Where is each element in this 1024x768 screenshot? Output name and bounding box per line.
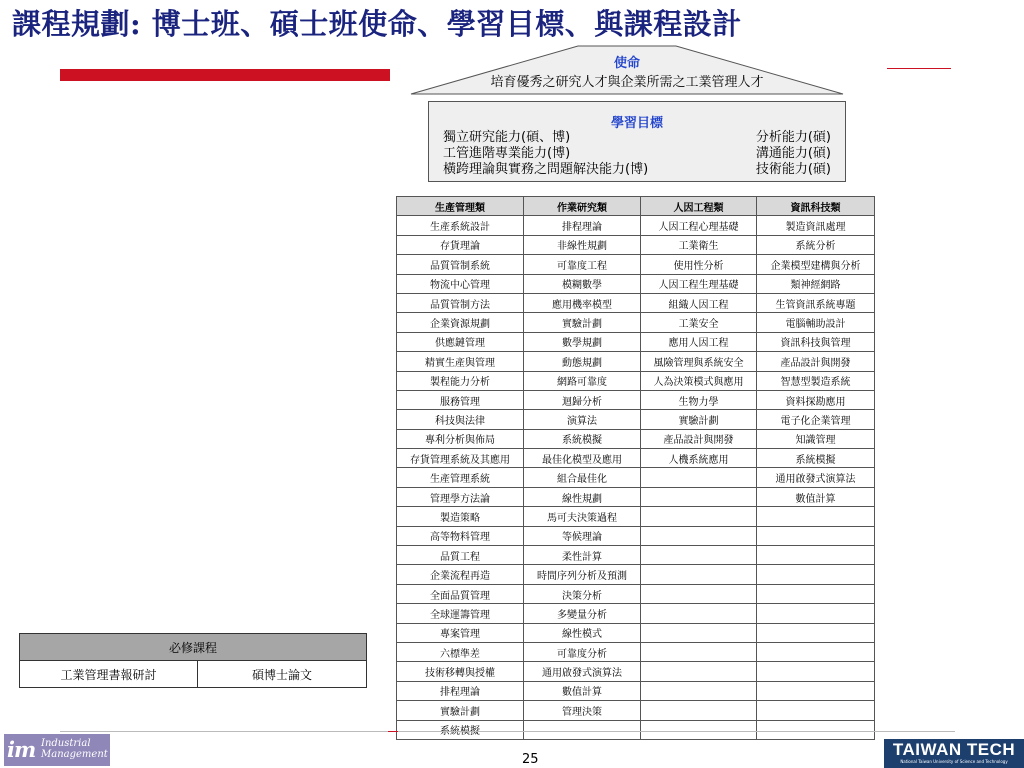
course-cell <box>757 526 875 545</box>
course-cell: 科技與法律 <box>397 410 524 429</box>
course-cell: 實驗計劃 <box>397 701 524 720</box>
course-cell: 存貨理論 <box>397 235 524 254</box>
industrial-management-logo <box>4 734 110 766</box>
course-cell: 精實生產與管理 <box>397 352 524 371</box>
course-cell <box>641 720 757 739</box>
course-cell: 應用人因工程 <box>641 332 757 351</box>
course-cell: 類神經網路 <box>757 274 875 293</box>
course-cell: 品質工程 <box>397 546 524 565</box>
course-header-row <box>397 197 875 216</box>
course-cell: 組織人因工程 <box>641 293 757 312</box>
course-header-human-factors: 人因工程類 <box>641 197 757 216</box>
course-header-information-technology: 資訊科技類 <box>757 197 875 216</box>
course-cell: 決策分析 <box>524 584 641 603</box>
course-row <box>397 449 875 468</box>
learning-goals-box <box>428 101 846 182</box>
course-cell: 時間序列分析及預測 <box>524 565 641 584</box>
course-cell <box>757 720 875 739</box>
course-cell: 最佳化模型及應用 <box>524 449 641 468</box>
course-cell <box>641 565 757 584</box>
course-cell: 資訊科技與管理 <box>757 332 875 351</box>
course-cell: 生產管理系統 <box>397 468 524 487</box>
course-row <box>397 293 875 312</box>
course-cell: 系統分析 <box>757 235 875 254</box>
course-cell: 智慧型製造系統 <box>757 371 875 390</box>
course-row <box>397 410 875 429</box>
course-cell: 高等物料管理 <box>397 526 524 545</box>
course-cell: 可靠度分析 <box>524 642 641 661</box>
course-table <box>396 196 875 740</box>
course-cell: 演算法 <box>524 410 641 429</box>
course-cell: 物流中心管理 <box>397 274 524 293</box>
course-cell: 製程能力分析 <box>397 371 524 390</box>
goal-right: 技術能力(碩) <box>755 162 831 177</box>
course-cell: 通用啟發式演算法 <box>524 662 641 681</box>
required-course-item: 工業管理書報研討 <box>20 661 198 688</box>
course-cell: 管理學方法論 <box>397 487 524 506</box>
course-cell: 全球運籌管理 <box>397 604 524 623</box>
course-row <box>397 429 875 448</box>
course-cell: 品質管制方法 <box>397 293 524 312</box>
course-row <box>397 642 875 661</box>
mission-box <box>410 45 844 95</box>
course-cell: 電腦輔助設計 <box>757 313 875 332</box>
required-courses-table <box>19 633 367 688</box>
course-cell: 風險管理與系統安全 <box>641 352 757 371</box>
course-cell: 排程理論 <box>524 216 641 235</box>
im-logo-text: Industrial Management <box>41 738 108 760</box>
course-row <box>397 255 875 274</box>
course-cell <box>641 487 757 506</box>
taiwan-tech-logo-title: TAIWAN TECH <box>892 740 1016 759</box>
course-cell <box>757 584 875 603</box>
course-cell: 人機系統應用 <box>641 449 757 468</box>
course-cell: 數值計算 <box>757 487 875 506</box>
course-cell: 數學規劃 <box>524 332 641 351</box>
course-row <box>397 546 875 565</box>
course-cell <box>641 507 757 526</box>
course-cell: 實驗計劃 <box>641 410 757 429</box>
taiwan-tech-logo <box>884 739 1024 768</box>
course-cell <box>757 642 875 661</box>
course-row <box>397 565 875 584</box>
course-cell <box>757 701 875 720</box>
course-cell <box>641 526 757 545</box>
footer-divider-accent <box>388 731 398 732</box>
course-cell: 企業流程再造 <box>397 565 524 584</box>
course-cell: 生物力學 <box>641 390 757 409</box>
required-course-item: 碩博士論文 <box>198 661 367 688</box>
course-row <box>397 390 875 409</box>
course-cell <box>524 720 641 739</box>
course-cell: 排程理論 <box>397 681 524 700</box>
course-row <box>397 507 875 526</box>
course-cell: 管理決策 <box>524 701 641 720</box>
course-row <box>397 371 875 390</box>
course-row <box>397 274 875 293</box>
course-cell: 模糊數學 <box>524 274 641 293</box>
course-cell <box>641 546 757 565</box>
course-cell <box>757 623 875 642</box>
course-row <box>397 584 875 603</box>
course-cell: 品質管制系統 <box>397 255 524 274</box>
course-cell: 人因工程生理基礎 <box>641 274 757 293</box>
course-cell: 線性規劃 <box>524 487 641 506</box>
course-row <box>397 720 875 739</box>
course-cell: 專利分析與佈局 <box>397 429 524 448</box>
course-cell <box>397 720 524 739</box>
course-cell: 應用機率模型 <box>524 293 641 312</box>
goal-right: 分析能力(碩) <box>755 130 831 145</box>
course-cell <box>641 681 757 700</box>
course-cell <box>641 662 757 681</box>
course-cell: 多變量分析 <box>524 604 641 623</box>
course-cell <box>757 546 875 565</box>
course-cell: 產品設計與開發 <box>757 352 875 371</box>
course-cell: 工業安全 <box>641 313 757 332</box>
course-row <box>397 526 875 545</box>
course-cell: 製造策略 <box>397 507 524 526</box>
course-row <box>397 662 875 681</box>
course-header-production: 生產管理類 <box>397 197 524 216</box>
course-cell: 製造資訊處理 <box>757 216 875 235</box>
course-cell: 組合最佳化 <box>524 468 641 487</box>
course-cell: 電子化企業管理 <box>757 410 875 429</box>
course-cell: 數值計算 <box>524 681 641 700</box>
course-cell <box>641 623 757 642</box>
course-cell: 六標準差 <box>397 642 524 661</box>
course-cell <box>757 507 875 526</box>
course-row <box>397 352 875 371</box>
course-row <box>397 235 875 254</box>
course-row <box>397 313 875 332</box>
course-cell <box>641 604 757 623</box>
course-cell: 馬可夫決策過程 <box>524 507 641 526</box>
course-header-operations-research: 作業研究類 <box>524 197 641 216</box>
course-cell <box>641 468 757 487</box>
required-courses-title: 必修課程 <box>20 634 367 661</box>
course-cell: 人為決策模式與應用 <box>641 371 757 390</box>
course-cell <box>641 584 757 603</box>
goal-right: 溝通能力(碩) <box>755 146 831 161</box>
course-cell: 迴歸分析 <box>524 390 641 409</box>
title-underline-line <box>887 68 951 69</box>
course-cell: 生產系統設計 <box>397 216 524 235</box>
course-row <box>397 623 875 642</box>
footer-divider <box>60 731 955 732</box>
course-row <box>397 701 875 720</box>
course-row <box>397 468 875 487</box>
course-cell <box>641 701 757 720</box>
course-cell <box>757 604 875 623</box>
course-cell: 人因工程心理基礎 <box>641 216 757 235</box>
course-cell: 系統模擬 <box>524 429 641 448</box>
course-cell: 服務管理 <box>397 390 524 409</box>
goal-left: 工管進階專業能力(博) <box>443 146 571 161</box>
course-row <box>397 604 875 623</box>
course-cell: 動態規劃 <box>524 352 641 371</box>
course-cell: 網路可靠度 <box>524 371 641 390</box>
course-cell: 非線性規劃 <box>524 235 641 254</box>
course-row <box>397 216 875 235</box>
taiwan-tech-logo-subtitle: National Taiwan University of Science and Technology <box>900 759 1008 764</box>
course-cell: 供應鏈管理 <box>397 332 524 351</box>
course-cell: 柔性計算 <box>524 546 641 565</box>
title-underline-bar <box>60 69 390 81</box>
page-number: 25 <box>522 752 539 767</box>
course-row <box>397 332 875 351</box>
course-cell: 資料探勘應用 <box>757 390 875 409</box>
course-cell: 工業衛生 <box>641 235 757 254</box>
course-cell <box>641 642 757 661</box>
im-logo-mark: im <box>7 737 36 762</box>
course-cell: 系統模擬 <box>757 449 875 468</box>
learning-goals-label: 學習目標 <box>610 116 663 131</box>
goal-left: 獨立研究能力(碩、博) <box>443 130 571 145</box>
course-cell: 可靠度工程 <box>524 255 641 274</box>
course-cell <box>757 565 875 584</box>
course-cell: 實驗計劃 <box>524 313 641 332</box>
course-cell: 生管資訊系統專題 <box>757 293 875 312</box>
course-cell: 全面品質管理 <box>397 584 524 603</box>
course-cell: 通用啟發式演算法 <box>757 468 875 487</box>
mission-text: 培育優秀之研究人才與企業所需之工業管理人才 <box>490 75 764 90</box>
course-cell: 企業模型建構與分析 <box>757 255 875 274</box>
course-cell: 線性模式 <box>524 623 641 642</box>
slide-title: 課程規劃: 博士班、碩士班使命、學習目標、與課程設計 <box>12 7 742 41</box>
course-cell: 存貨管理系統及其應用 <box>397 449 524 468</box>
course-cell: 產品設計與開發 <box>641 429 757 448</box>
course-cell: 使用性分析 <box>641 255 757 274</box>
course-cell <box>757 681 875 700</box>
course-cell: 等候理論 <box>524 526 641 545</box>
course-cell: 知識管理 <box>757 429 875 448</box>
mission-label: 使命 <box>613 56 640 71</box>
course-row <box>397 681 875 700</box>
course-row <box>397 487 875 506</box>
course-cell: 企業資源規劃 <box>397 313 524 332</box>
course-cell: 專案管理 <box>397 623 524 642</box>
course-cell: 技術移轉與授權 <box>397 662 524 681</box>
goal-left: 橫跨理論與實務之問題解決能力(博) <box>443 162 649 177</box>
course-cell <box>757 662 875 681</box>
